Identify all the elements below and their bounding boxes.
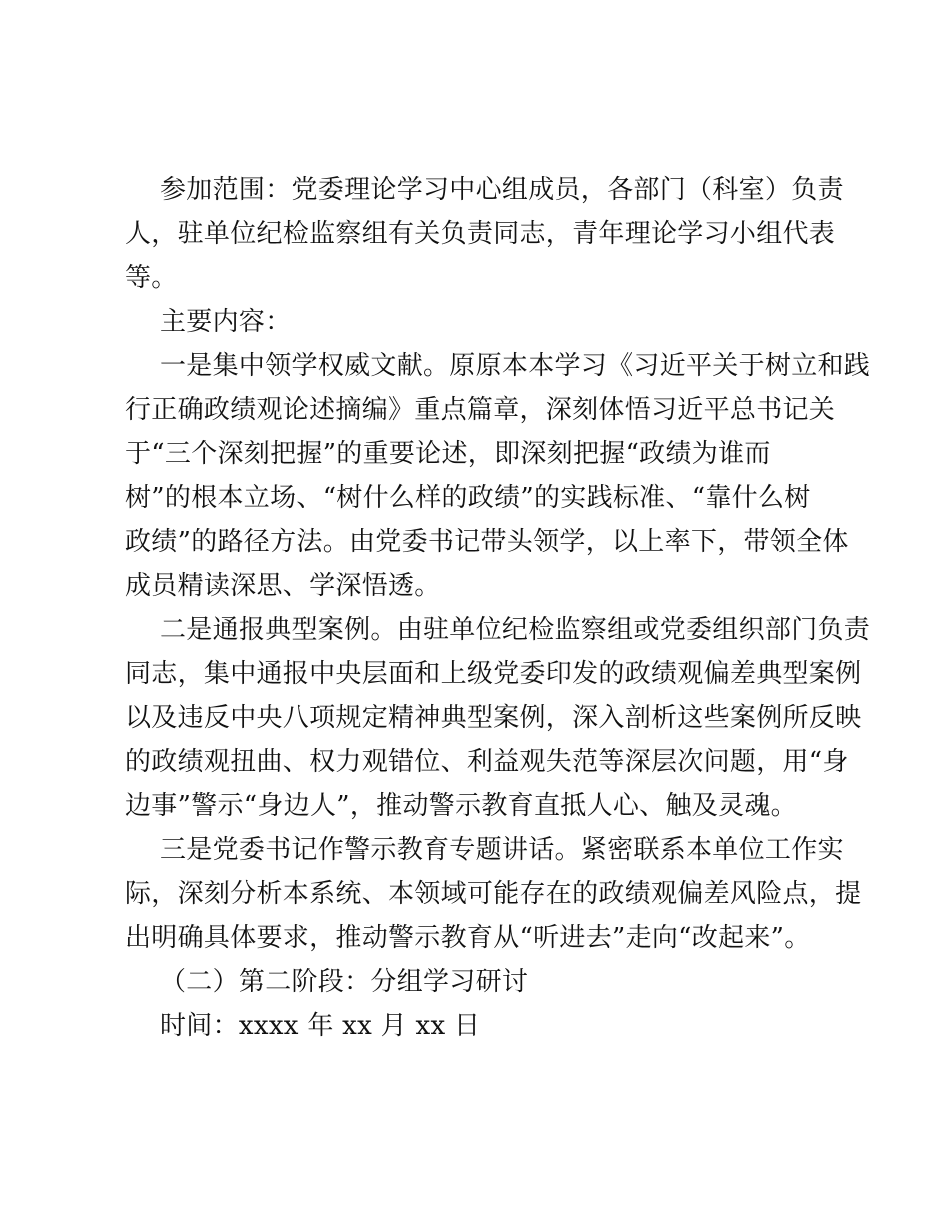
stage-two-heading: （二）第二阶段：分组学习研讨 — [160, 967, 529, 997]
item-three-line-2: 际，深刻分析本系统、本领域可能存在的政绩观偏差风险点，提 — [125, 879, 862, 909]
item-three-line-3: 出明确具体要求，推动警示教育从“听进去”走向“改起来”。 — [125, 923, 811, 953]
participants-line-3: 等。 — [125, 263, 178, 293]
main-content-heading: 主要内容： — [160, 307, 292, 337]
item-one-line-6: 成员精读深思、学深悟透。 — [125, 571, 441, 601]
item-one-line-4: 树”的根本立场、“树什么样的政绩”的实践标准、“靠什么树 — [125, 483, 811, 513]
item-three-line-1: 三是党委书记作警示教育专题讲话。紧密联系本单位工作实 — [160, 835, 844, 865]
item-one-line-3: 于“三个深刻把握”的重要论述，即深刻把握“政绩为谁而 — [125, 439, 771, 469]
participants-line-2: 人，驻单位纪检监察组有关负责同志，青年理论学习小组代表 — [125, 219, 836, 249]
item-one-line-2: 行正确政绩观论述摘编》重点篇章，深刻体悟习近平总书记关 — [125, 395, 836, 425]
item-two-line-1: 二是通报典型案例。由驻单位纪检监察组或党委组织部门负责 — [160, 615, 871, 645]
item-two-line-5: 边事”警示“身边人”，推动警示教育直抵人心、触及灵魂。 — [125, 791, 797, 821]
item-two-line-4: 的政绩观扭曲、权力观错位、利益观失范等深层次问题，用“身 — [125, 747, 849, 777]
stage-two-time: 时间：xxxx 年 xx 月 xx 日 — [160, 1011, 481, 1041]
item-two-line-3: 以及违反中央八项规定精神典型案例，深入剖析这些案例所反映 — [125, 703, 862, 733]
item-one-line-5: 政绩”的路径方法。由党委书记带头领学，以上率下，带领全体 — [125, 527, 849, 557]
item-two-line-2: 同志，集中通报中央层面和上级党委印发的政绩观偏差典型案例 — [125, 659, 862, 689]
item-one-line-1: 一是集中领学权威文献。原原本本学习《习近平关于树立和践 — [160, 351, 871, 381]
participants-line-1: 参加范围：党委理论学习中心组成员，各部门（科室）负责 — [160, 175, 844, 205]
